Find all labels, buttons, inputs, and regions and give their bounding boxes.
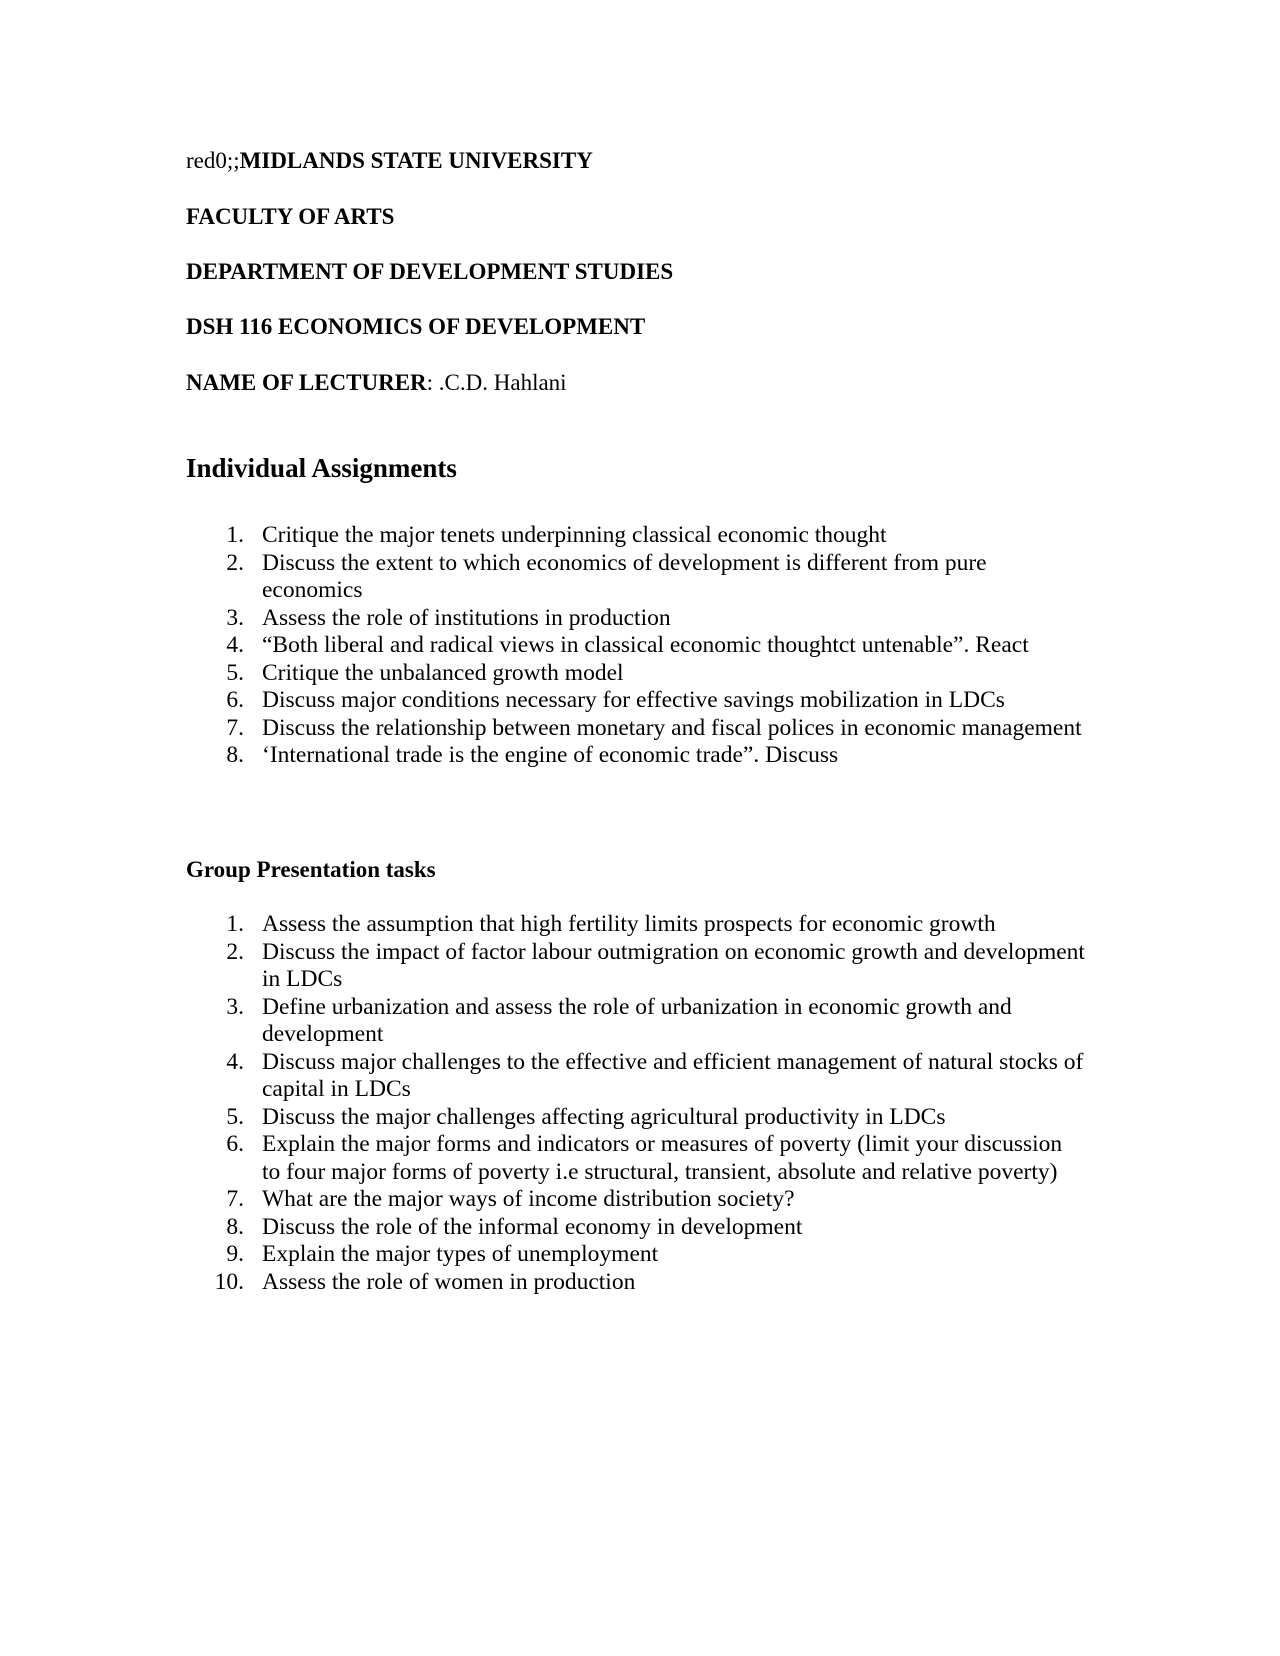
item-number: 7.	[226, 714, 244, 741]
item-text: Discuss major challenges to the effective and efficient management of natural stocks of capital in LDCs	[262, 1048, 1084, 1102]
list-item	[186, 660, 1086, 688]
list-item	[186, 939, 1086, 994]
list-item	[186, 1214, 1086, 1242]
list-item	[186, 632, 1086, 660]
item-text: Assess the role of institutions in production	[262, 604, 671, 631]
course-title: DSH 116 ECONOMICS OF DEVELOPMENT	[186, 314, 646, 339]
item-number: 4.	[226, 1048, 244, 1075]
item-number: 8.	[226, 1213, 244, 1240]
list-item	[186, 605, 1086, 633]
item-number: 1.	[226, 522, 244, 548]
list-item	[186, 1104, 1086, 1132]
item-text: “Both liberal and radical views in classical economic thoughtct untenable”. React	[262, 632, 1029, 658]
list-item	[186, 522, 1086, 550]
list-item	[186, 994, 1086, 1049]
item-text: Assess the assumption that high fertility limits prospects for economic growth	[262, 911, 996, 937]
item-text: Discuss major conditions necessary for effective savings mobilization in LDCs	[262, 687, 1005, 713]
individual-assignments-heading: Individual Assignments	[186, 453, 457, 483]
header-prefix: red0;;	[186, 148, 240, 173]
item-number: 9.	[226, 1241, 244, 1267]
faculty-name: FACULTY OF ARTS	[186, 204, 395, 229]
item-text: Explain the major forms and indicators or measures of poverty (limit your discussion to four major forms of poverty i.e structural, transient, absolute and relative poverty)	[262, 1131, 1063, 1185]
list-item	[186, 1241, 1086, 1269]
individual-assignments-list	[186, 522, 1086, 770]
item-text: Define urbanization and assess the role of urbanization in economic growth and development	[262, 993, 1012, 1047]
item-text: ‘International trade is the engine of economic trade”. Discuss	[262, 742, 839, 768]
item-text: Discuss the role of the informal economy in development	[262, 1213, 803, 1240]
item-text: Discuss the relationship between monetary and fiscal polices in economic management	[262, 714, 1082, 741]
lecturer-label: NAME OF LECTURER	[186, 370, 427, 395]
list-item	[186, 687, 1086, 715]
group-presentation-list	[186, 911, 1086, 1296]
list-item	[186, 1269, 1086, 1297]
item-number: 4.	[226, 632, 244, 658]
item-text: Assess the role of women in production	[262, 1268, 636, 1295]
list-item	[186, 911, 1086, 939]
item-number: 6.	[226, 687, 244, 713]
list-item	[186, 1131, 1086, 1186]
list-item	[186, 1186, 1086, 1214]
item-number: 5.	[226, 659, 244, 686]
item-text: Discuss the impact of factor labour outmigration on economic growth and development in LDCs	[262, 938, 1085, 992]
item-number: 3.	[226, 993, 244, 1020]
item-number: 2.	[226, 549, 244, 576]
item-number: 7.	[226, 1186, 244, 1212]
item-text: What are the major ways of income distribution society?	[262, 1186, 795, 1212]
university-line	[186, 147, 593, 175]
university-name: MIDLANDS STATE UNIVERSITY	[239, 148, 593, 173]
group-presentation-heading: Group Presentation tasks	[186, 857, 436, 882]
list-item	[186, 550, 1086, 605]
list-item	[186, 742, 1086, 770]
department-name: DEPARTMENT OF DEVELOPMENT STUDIES	[186, 259, 674, 284]
item-text: Discuss the extent to which economics of development is different from pure economics	[262, 549, 987, 603]
item-number: 10.	[214, 1268, 244, 1295]
item-number: 2.	[226, 938, 244, 965]
item-number: 3.	[226, 604, 244, 631]
lecturer-line	[186, 369, 567, 397]
lecturer-name: : .C.D. Hahlani	[426, 370, 567, 395]
item-text: Critique the major tenets underpinning classical economic thought	[262, 522, 887, 548]
item-number: 1.	[226, 911, 244, 937]
item-text: Discuss the major challenges affecting agricultural productivity in LDCs	[262, 1103, 946, 1130]
item-number: 6.	[226, 1131, 244, 1157]
item-number: 8.	[226, 742, 244, 768]
item-text: Explain the major types of unemployment	[262, 1241, 659, 1267]
item-text: Critique the unbalanced growth model	[262, 659, 624, 686]
list-item	[186, 1049, 1086, 1104]
item-number: 5.	[226, 1103, 244, 1130]
list-item	[186, 715, 1086, 743]
